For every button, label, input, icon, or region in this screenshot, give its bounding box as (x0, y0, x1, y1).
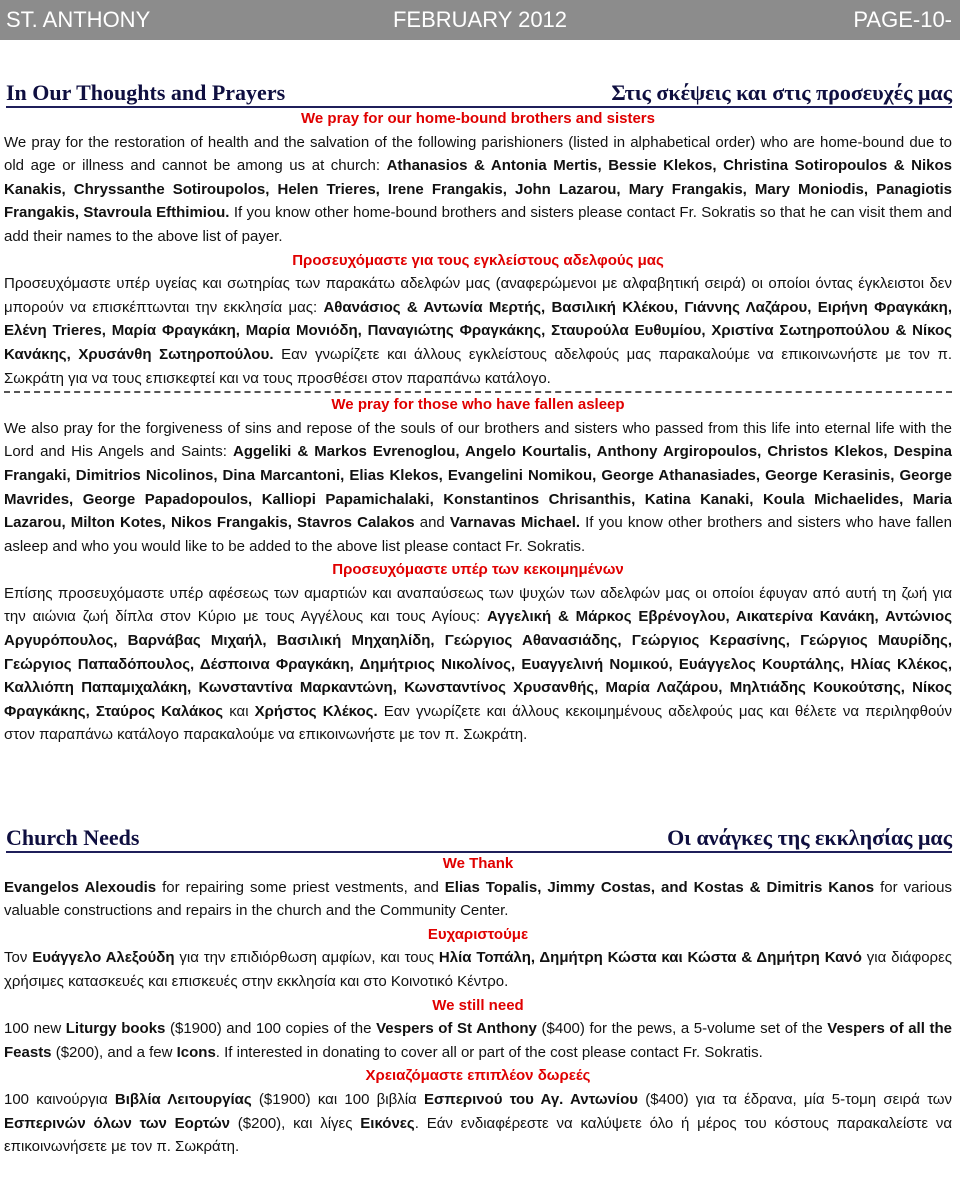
need-gr-b1: Βιβλία Λειτουργίας (114, 1090, 252, 1108)
asleep-en-paragraph (4, 417, 952, 559)
thank-en-name2: Elias Topalis, Jimmy Costas, and Kostas & Dimitris Kanos (444, 878, 875, 896)
homebound-en-paragraph (4, 131, 952, 249)
prayers-title-en: In Our Thoughts and Prayers (6, 80, 286, 105)
thank-en-name1: Evangelos Alexoudis (4, 878, 157, 896)
need-gr-paragraph (4, 1088, 952, 1159)
need-en-t2: ($400) for the pews, a 5-volume set of the (536, 1020, 828, 1038)
asleep-en-names: Aggeliki & Markos Evrenoglou, Angelo Kourtalis, Anthony Argiropoulos, Christos Klekos, Despina Frangaki, Dimitrios Nicolinos, Dina Marcantoni, Elias Klekos, Evangelini Nomikou, George Athanasiades, George Kerasinis, George Mavrides, George Papadopoulos, Kalliopi Papamichalaki, Konstantinos Chrisanthis, Katina Kanaki, Koula Michaelides, Maria Lazarou, Milton Kotes, Nikos Frangakis, Stavros Calakos (4, 443, 953, 532)
need-en-b2: Vespers of St Anthony (376, 1020, 537, 1038)
need-en-b4: Icons (176, 1043, 216, 1061)
homebound-en-heading: We pray for our home-bound brothers and sisters (301, 110, 655, 127)
thank-gr-name1: Ευάγγελο Αλεξούδη (32, 949, 175, 967)
needs-section-title (6, 825, 952, 851)
need-gr-b2: Εσπερινού του Αγ. Αντωνίου (423, 1090, 638, 1108)
thank-en-paragraph (4, 876, 952, 923)
need-gr-t2: ($400) για τα έδρανα, μία 5-τομη σειρά των (637, 1090, 952, 1108)
need-en-heading: We still need (432, 996, 524, 1014)
thank-gr-name2: Ηλία Τοπάλη, Δημήτρη Κώστα και Κώστα & Δημήτρη Κανό (438, 949, 862, 967)
prayers-title-gr: Στις σκέψεις και στις προσευχές μας (611, 80, 952, 105)
asleep-gr-intro: Επίσης προσευχόμαστε υπέρ αφέσεως των αμαρτιών και αναπαύσεως των ψυχών των αδελφών μας οι οποίοι έφυγαν από αυτή τη ζωή για την αιώνια ζωή δίπλα στον Κύριο με τους Αγγέλους και τους Αγίους: (4, 584, 952, 626)
needs-title-gr: Οι ανάγκες της εκκλησίας μας (667, 825, 952, 850)
needs-title-en: Church Needs (6, 825, 140, 850)
need-gr-t0: 100 καινούργια (4, 1090, 115, 1108)
homebound-gr-heading: Προσευχόμαστε για τους εγκλείστους αδελφούς μας (292, 251, 664, 269)
homebound-en-outro: If you know other home-bound brothers and sisters please contact Fr. Sokratis so that he can visit them and add their names to the above list of payer. (4, 204, 952, 245)
homebound-en-intro: We pray for the restoration of health and the salvation of the following parishioners (listed in alphabetical order) who are home-bound due to old age or illness and cannot be among us at church: (4, 133, 952, 175)
need-gr-b3: Εσπερινών όλων των Εορτών (4, 1114, 230, 1132)
prayers-section-title (6, 80, 952, 106)
header-page-number: PAGE-10- (853, 7, 952, 32)
need-gr-heading: Χρειαζόμαστε επιπλέον δωρεές (365, 1067, 591, 1085)
thank-gr-text0: Τον (4, 949, 33, 967)
need-en-t1: ($1900) and 100 copies of the (165, 1020, 377, 1038)
homebound-gr-paragraph (4, 272, 952, 393)
need-gr-t4: . Εάν ενδιαφέρεστε να καλύψετε όλο ή μέρος του κόστους παρακαλείστε να επικοινωνήσετε με τον π. Σωκράτη. (4, 1114, 952, 1156)
asleep-en-and: and (414, 514, 450, 532)
header-date: FEBRUARY 2012 (392, 7, 568, 32)
homebound-gr-outro: Εαν γνωρίζετε και άλλους εγκλείστους αδελφούς μας παρακαλούμε να επικοινωνήστε με τον π. Σωκράτη για να τους επισκεφτεί και να τους προσθέσει στον παραπάνω κατάλογο. (4, 345, 952, 387)
thank-gr-paragraph (4, 946, 952, 993)
need-en-t0: 100 new (4, 1020, 66, 1038)
homebound-en-names: Athanasios & Antonia Mertis, Bessie Klekos, Christina Sotiropoulos & Nikos Kanakis, Chryssanthe Sotiroupolos, Helen Trieres, Irene Frangakis, John Lazarou, Mary Frangakis, Mary Moniodis, Panagiotis Frangakis, Stavroula Efthimiou. (4, 157, 953, 222)
need-gr-t1: ($1900) και 100 βιβλία (251, 1090, 424, 1108)
asleep-gr-names: Αγγελική & Μάρκος Εβρένογλου, Αικατερίνα Κανάκη, Αντώνιος Αργυρόπουλος, Βαρνάβας Μιχαήλ, Βασιλική Μηχαηλίδη, Γεώργιος Αθανασιάδης, Γεώργιος Κερασίνης, Γεώργιος Μαυρίδης, Γεώργιος Παπαδόπουλος, Δέσποινα Φραγκάκη, Δημήτριος Νικολίνος, Ευαγγελινή Νομικού, Ευάγγελος Κουρτάλης, Ηλίας Κλέκος, Καλλιόπη Παπαμιχαλάκη, Κωνσταντίνα Μαρκαντώνη, Κωνσταντίνος Χρυσανθής, Μαρία Λαζάρου, Μηλτιάδης Κουκούτσης, Νίκος Φραγκάκης, Σταύρος Καλάκος (4, 608, 952, 720)
need-gr-b4: Εικόνες (360, 1114, 415, 1132)
need-en-t4: . If interested in donating to cover all or part of the cost please contact Fr. Sokratis. (215, 1043, 763, 1061)
asleep-gr-outro: Εαν γνωρίζετε και άλλους κεκοιμημένους αδελφούς μας και θέλετε να περιληφθούν στον παραπάνω κατάλογο παρακαλούμε να επικοινωνήστε με τον π. Σωκράτη. (4, 702, 952, 744)
prayers-body (4, 107, 952, 747)
need-en-b1: Liturgy books (65, 1020, 166, 1038)
thank-gr-heading: Ευχαριστούμε (427, 925, 529, 943)
thank-gr-text2: για διάφορες χρήσιμες κατασκευές και επισκευές στην εκκλησία και στο Κοινοτικό Κέντρο. (4, 949, 952, 990)
need-en-paragraph (4, 1017, 952, 1064)
asleep-gr-names-last: Χρήστος Κλέκος. (254, 702, 378, 720)
thank-en-text1: for repairing some priest vestments, and (156, 878, 445, 896)
need-en-t3: ($200), and a few (51, 1043, 177, 1061)
thank-gr-text1: για την επιδιόρθωση αμφίων, και τους (174, 949, 439, 967)
asleep-en-intro: We also pray for the forgiveness of sins and repose of the souls of our brothers and sisters who passed from this life into eternal life with the Lord and His Angels and Saints: (4, 419, 952, 461)
asleep-en-heading: We pray for those who have fallen asleep (331, 396, 625, 414)
needs-body (4, 852, 952, 1159)
homebound-gr-names: Αθανάσιος & Αντωνία Μερτής, Βασιλική Κλέκου, Γιάννης Λαζάρου, Ειρήνη Φραγκάκη, Ελένη Trieres, Μαρία Φραγκάκη, Μαρία Μονιόδη, Παναγιώτης Φραγκάκης, Σταυρούλα Ευθυμίου, Χριστίνα Σωτηροπούλου & Νίκος Κανάκης, Χρυσάνθη Σωτηροπούλου. (4, 298, 953, 363)
asleep-en-outro: If you know other brothers and sisters who have fallen asleep and who you would like to be added to the above list please contact Fr. Sokratis. (4, 514, 952, 555)
asleep-gr-and: και (223, 702, 255, 720)
need-en-b3: Vespers of all the Feasts (4, 1020, 952, 1061)
homebound-gr-intro: Προσευχόμαστε υπέρ υγείας και σωτηρίας των παρακάτω αδελφών μας (αναφερώμενοι με αλφαβητική σειρά) οι οποίοι όντας έγκλειστοι δεν μπορούν να επισκέπτωνται την εκκλησία μας: (4, 275, 952, 316)
header-parish: ST. ANTHONY (6, 7, 151, 32)
asleep-en-names-last: Varnavas Michael. (449, 514, 581, 532)
thank-en-heading: We Thank (442, 855, 514, 872)
asleep-gr-heading: Προσευχόμαστε υπέρ των κεκοιμημένων (332, 561, 624, 579)
asleep-gr-paragraph (4, 582, 952, 747)
need-gr-t3: ($200), και λίγες (230, 1114, 361, 1132)
page-header (0, 0, 960, 40)
thank-en-text2: for various valuable constructions and repairs in the church and the Community Center. (4, 878, 952, 920)
